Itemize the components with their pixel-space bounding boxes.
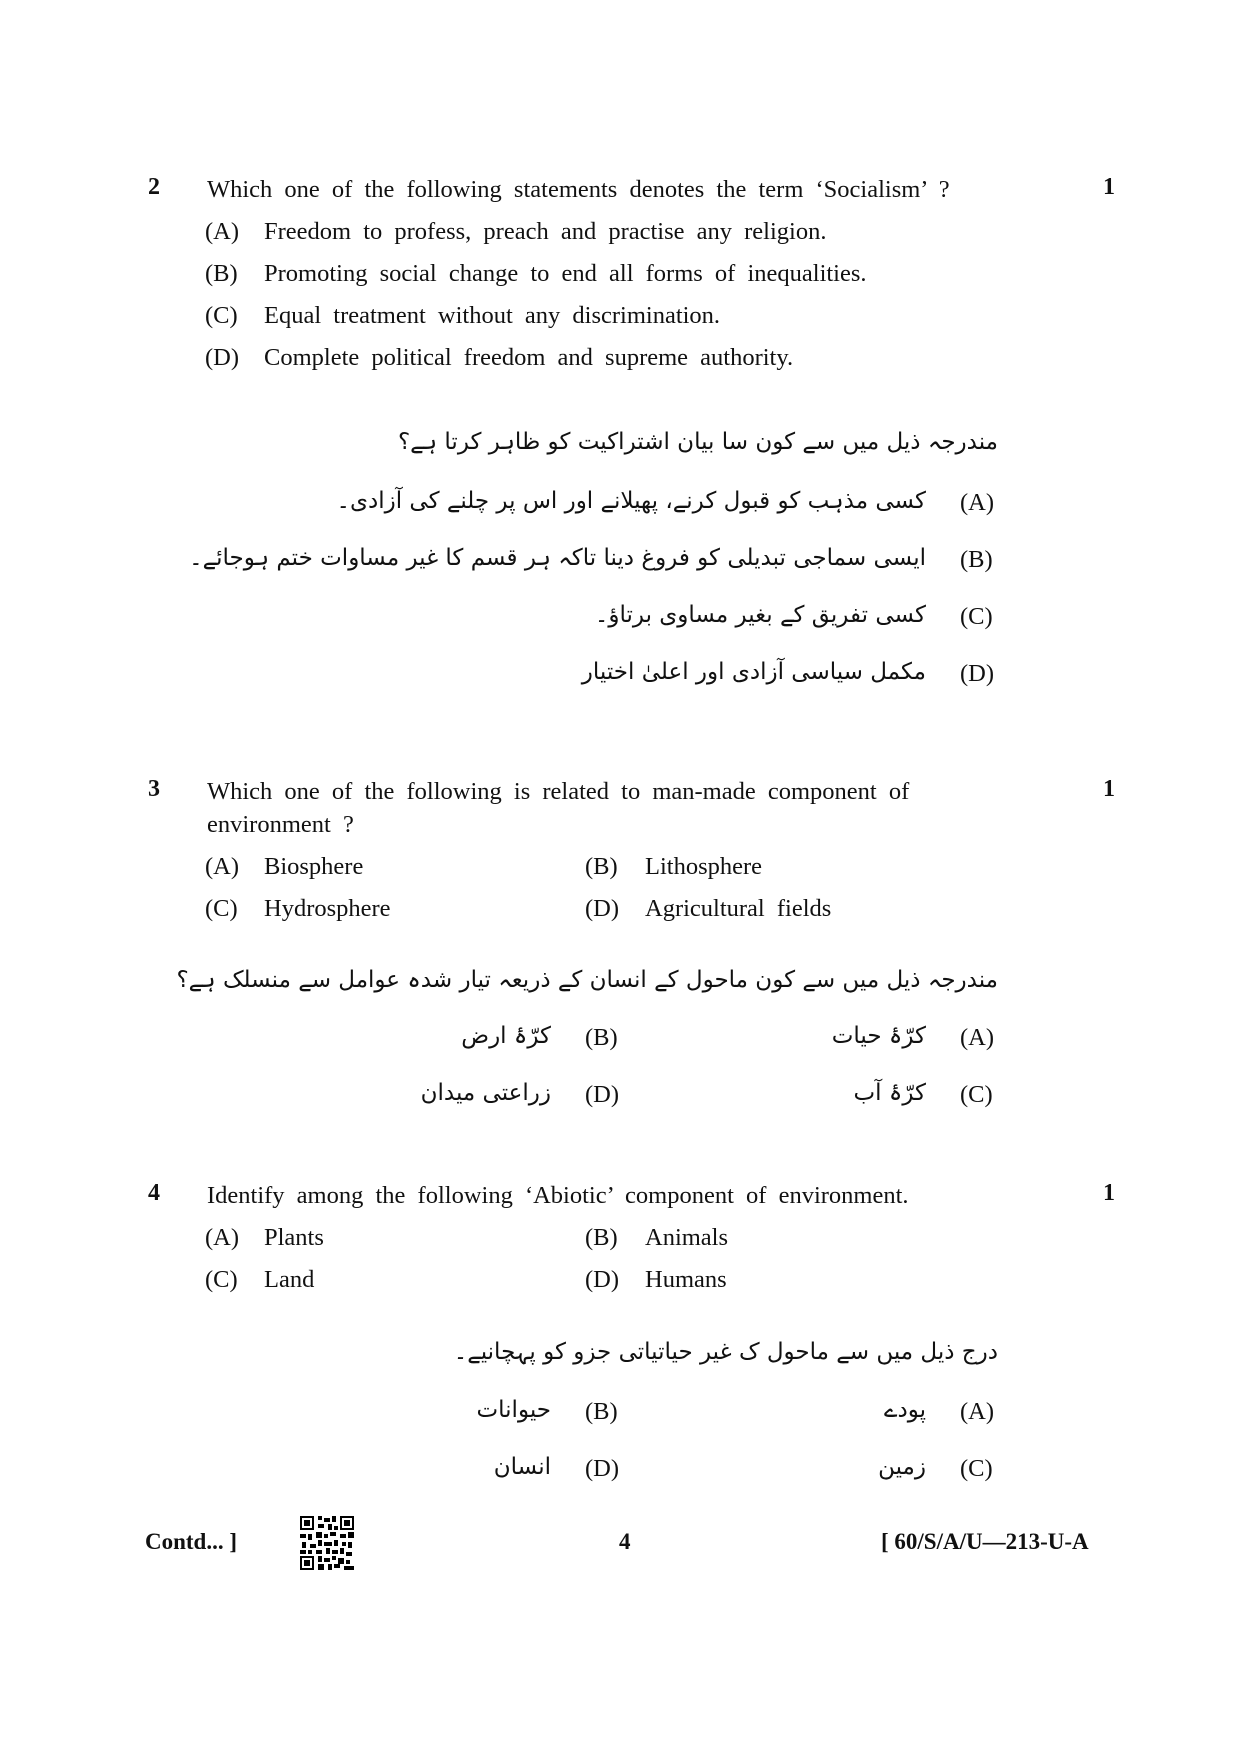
q3-option-a-text: Biosphere	[264, 853, 364, 880]
q4-option-c-text: Land	[264, 1266, 315, 1293]
qr-code-icon	[300, 1516, 354, 1570]
question-2-number: 2	[148, 174, 160, 200]
q2-urdu-text: مندرجہ ذیل میں سے کون سا بیان اشتراکیت کو ظاہر کرتا ہے؟	[397, 429, 998, 455]
q4-option-b-label: (B)	[585, 1224, 618, 1251]
q4-urdu-text: درج ذیل میں سے ماحول ک غیر حیاتیاتی جزو کو پہچانیے۔	[453, 1339, 998, 1365]
question-3-text-line-1: Which one of the following is related to man-made component of	[207, 778, 910, 805]
q3-urdu-option-a-label: (A)	[960, 1024, 995, 1051]
question-4-number: 4	[148, 1180, 160, 1206]
q4-urdu-option-b-label: (B)	[585, 1398, 618, 1425]
q2-urdu-option-c-label: (C)	[960, 603, 993, 630]
q2-urdu-option-d-text: مکمل سیاسی آزادی اور اعلیٰ اختیار	[581, 659, 926, 685]
q3-option-a-label: (A)	[205, 853, 240, 880]
question-3-number: 3	[148, 776, 160, 802]
q3-urdu-option-d-label: (D)	[585, 1081, 620, 1108]
footer-contd: Contd... ]	[145, 1529, 238, 1554]
q4-urdu-option-a-label: (A)	[960, 1398, 995, 1425]
q4-urdu-option-c-text: زمین	[878, 1454, 926, 1480]
q2-option-a-text: Freedom to profess, preach and practise any religion.	[264, 218, 827, 245]
q3-urdu-option-c-text: کرّۂ آب	[853, 1080, 926, 1106]
q3-option-d-label: (D)	[585, 895, 620, 922]
q4-urdu-option-a-text: پودے	[883, 1397, 926, 1423]
question-4-text: Identify among the following ‘Abiotic’ component of environment.	[207, 1182, 909, 1209]
question-2-text: Which one of the following statements denotes the term ‘Socialism’ ?	[207, 176, 950, 203]
q2-urdu-option-c-text: کسی تفریق کے بغیر مساوی برتاؤ۔	[594, 602, 926, 628]
q3-option-c-text: Hydrosphere	[264, 895, 391, 922]
q4-urdu-option-b-text: حیوانات	[476, 1397, 551, 1423]
q3-urdu-option-b-label: (B)	[585, 1024, 618, 1051]
q2-urdu-option-b-label: (B)	[960, 546, 993, 573]
q4-option-b-text: Animals	[645, 1224, 729, 1251]
q2-option-c-text: Equal treatment without any discrimination.	[264, 302, 721, 329]
question-2-marks: 1	[1103, 174, 1115, 200]
q2-option-b-label: (B)	[205, 260, 238, 287]
footer-paper-code: [ 60/S/A/U—213-U-A	[881, 1529, 1089, 1554]
q2-option-c-label: (C)	[205, 302, 238, 329]
footer-page-number: 4	[619, 1529, 631, 1554]
q3-urdu-option-b-text: کرّۂ ارض	[461, 1023, 551, 1049]
q2-urdu-option-d-label: (D)	[960, 660, 995, 687]
q4-option-a-text: Plants	[264, 1224, 324, 1251]
q3-urdu-option-d-text: زراعتی میدان	[420, 1080, 551, 1106]
question-4-marks: 1	[1103, 1180, 1115, 1206]
q2-urdu-option-a-label: (A)	[960, 489, 995, 516]
q3-urdu-text: مندرجہ ذیل میں سے کون ماحول کے انسان کے ذریعہ تیار شدہ عوامل سے منسلک ہے؟	[176, 967, 998, 993]
q4-option-a-label: (A)	[205, 1224, 240, 1251]
q2-option-d-label: (D)	[205, 344, 240, 371]
q4-option-c-label: (C)	[205, 1266, 238, 1293]
q4-urdu-option-d-label: (D)	[585, 1455, 620, 1482]
q4-option-d-text: Humans	[645, 1266, 727, 1293]
question-3-text-line-2: environment ?	[207, 811, 354, 838]
question-3-marks: 1	[1103, 776, 1115, 802]
q3-option-d-text: Agricultural fields	[645, 895, 832, 922]
q3-urdu-option-a-text: کرّۂ حیات	[831, 1023, 926, 1049]
q2-option-a-label: (A)	[205, 218, 240, 245]
q3-option-b-label: (B)	[585, 853, 618, 880]
q4-urdu-option-d-text: انسان	[493, 1454, 551, 1480]
q2-option-d-text: Complete political freedom and supreme authority.	[264, 344, 794, 371]
q3-option-b-text: Lithosphere	[645, 853, 763, 880]
q4-urdu-option-c-label: (C)	[960, 1455, 993, 1482]
q2-option-b-text: Promoting social change to end all forms of inequalities.	[264, 260, 867, 287]
q3-option-c-label: (C)	[205, 895, 238, 922]
q2-urdu-option-a-text: کسی مذہب کو قبول کرنے، پھیلانے اور اس پر چلنے کی آزادی۔	[336, 488, 926, 514]
q2-urdu-option-b-text: ایسی سماجی تبدیلی کو فروغ دینا تاکہ ہر قسم کا غیر مساوات ختم ہوجائے۔	[189, 545, 926, 571]
q4-option-d-label: (D)	[585, 1266, 620, 1293]
q3-urdu-option-c-label: (C)	[960, 1081, 993, 1108]
